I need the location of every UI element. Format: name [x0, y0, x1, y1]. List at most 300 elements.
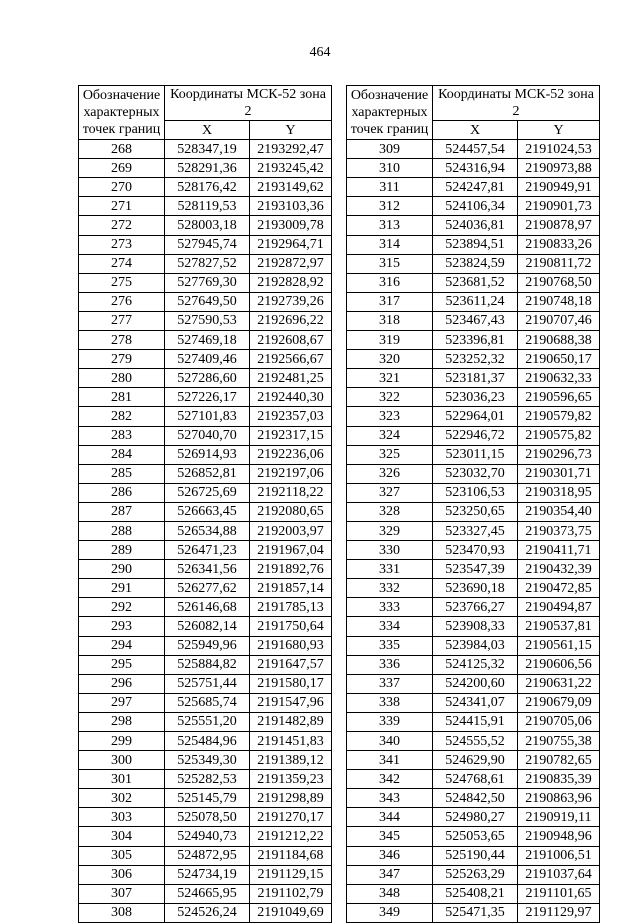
point-id-cell: 319	[347, 331, 433, 350]
table-row	[347, 751, 600, 770]
y-coordinate-cell: 2191184,68	[250, 846, 332, 865]
table-row	[347, 865, 600, 884]
point-id-cell: 272	[79, 216, 165, 235]
x-coordinate-cell: 524316,94	[433, 159, 518, 178]
table-row	[347, 521, 600, 540]
x-coordinate-cell: 525078,50	[165, 808, 250, 827]
table-row	[347, 388, 600, 407]
x-coordinate-cell: 525053,65	[433, 827, 518, 846]
table-row	[79, 884, 332, 903]
point-id-cell: 344	[347, 808, 433, 827]
x-coordinate-cell: 525349,30	[165, 751, 250, 770]
point-id-cell: 304	[79, 827, 165, 846]
point-id-cell: 323	[347, 407, 433, 426]
y-coordinate-cell: 2190878,97	[518, 216, 600, 235]
table-row	[347, 464, 600, 483]
table-row	[347, 216, 600, 235]
x-coordinate-cell: 525949,96	[165, 636, 250, 655]
point-id-cell: 332	[347, 579, 433, 598]
y-coordinate-cell: 2191037,64	[518, 865, 600, 884]
y-coordinate-cell: 2190579,82	[518, 407, 600, 426]
table-row	[79, 617, 332, 636]
y-coordinate-cell: 2192872,97	[250, 254, 332, 273]
point-id-cell: 339	[347, 712, 433, 731]
x-coordinate-cell: 525751,44	[165, 674, 250, 693]
x-coordinate-cell: 524629,90	[433, 751, 518, 770]
point-id-cell: 276	[79, 292, 165, 311]
point-id-cell: 337	[347, 674, 433, 693]
y-coordinate-cell: 2193245,42	[250, 159, 332, 178]
table-row	[347, 445, 600, 464]
table-row	[79, 674, 332, 693]
y-coordinate-cell: 2190768,50	[518, 273, 600, 292]
table-row	[347, 808, 600, 827]
x-coordinate-cell: 523547,39	[433, 560, 518, 579]
table-row	[79, 598, 332, 617]
table-row	[79, 636, 332, 655]
x-coordinate-cell: 524106,34	[433, 197, 518, 216]
y-coordinate-cell: 2190755,38	[518, 732, 600, 751]
y-coordinate-cell: 2191049,69	[250, 903, 332, 922]
point-id-cell: 270	[79, 178, 165, 197]
designation-header: Обозначение характерных точек границ	[79, 86, 165, 140]
point-id-cell: 275	[79, 273, 165, 292]
x-coordinate-cell: 524980,27	[433, 808, 518, 827]
y-coordinate-cell: 2192440,30	[250, 388, 332, 407]
point-id-cell: 320	[347, 350, 433, 369]
table-row	[79, 789, 332, 808]
y-coordinate-cell: 2192197,06	[250, 464, 332, 483]
table-row	[347, 712, 600, 731]
x-coordinate-cell: 524036,81	[433, 216, 518, 235]
y-coordinate-cell: 2190688,38	[518, 331, 600, 350]
point-id-cell: 285	[79, 464, 165, 483]
table-row	[79, 827, 332, 846]
y-coordinate-cell: 2191212,22	[250, 827, 332, 846]
x-coordinate-cell: 523327,45	[433, 521, 518, 540]
y-coordinate-cell: 2191101,65	[518, 884, 600, 903]
point-id-cell: 321	[347, 369, 433, 388]
x-coordinate-cell: 528119,53	[165, 197, 250, 216]
y-coordinate-cell: 2191580,17	[250, 674, 332, 693]
point-id-cell: 334	[347, 617, 433, 636]
table-row	[79, 521, 332, 540]
point-id-cell: 318	[347, 311, 433, 330]
x-coordinate-cell: 526663,45	[165, 502, 250, 521]
table-row	[79, 903, 332, 922]
point-id-cell: 281	[79, 388, 165, 407]
point-id-cell: 296	[79, 674, 165, 693]
point-id-cell: 342	[347, 770, 433, 789]
table-row	[347, 636, 600, 655]
x-coordinate-cell: 523611,24	[433, 292, 518, 311]
table-row	[79, 445, 332, 464]
x-coordinate-cell: 524768,61	[433, 770, 518, 789]
x-coordinate-cell: 523690,18	[433, 579, 518, 598]
y-coordinate-cell: 2190748,18	[518, 292, 600, 311]
x-coordinate-cell: 524457,54	[433, 140, 518, 159]
table-row	[347, 273, 600, 292]
x-coordinate-cell: 527769,30	[165, 273, 250, 292]
x-coordinate-cell: 527649,50	[165, 292, 250, 311]
x-coordinate-cell: 527469,18	[165, 331, 250, 350]
point-id-cell: 268	[79, 140, 165, 159]
table-row	[79, 197, 332, 216]
x-coordinate-cell: 525685,74	[165, 693, 250, 712]
y-coordinate-cell: 2192566,67	[250, 350, 332, 369]
point-id-cell: 325	[347, 445, 433, 464]
table-row	[79, 770, 332, 789]
point-id-cell: 271	[79, 197, 165, 216]
point-id-cell: 329	[347, 521, 433, 540]
x-coordinate-cell: 523396,81	[433, 331, 518, 350]
table-row	[347, 560, 600, 579]
point-id-cell: 326	[347, 464, 433, 483]
x-coordinate-cell: 524555,52	[433, 732, 518, 751]
point-id-cell: 315	[347, 254, 433, 273]
y-coordinate-cell: 2190949,91	[518, 178, 600, 197]
x-coordinate-cell: 527945,74	[165, 235, 250, 254]
table-row	[79, 178, 332, 197]
point-id-cell: 346	[347, 846, 433, 865]
designation-header: Обозначение характерных точек границ	[347, 86, 433, 140]
table-row	[347, 579, 600, 598]
point-id-cell: 286	[79, 483, 165, 502]
y-coordinate-cell: 2190432,39	[518, 560, 600, 579]
table-row	[79, 331, 332, 350]
x-coordinate-cell: 526725,69	[165, 483, 250, 502]
x-coordinate-cell: 525408,21	[433, 884, 518, 903]
y-coordinate-cell: 2192964,71	[250, 235, 332, 254]
table-row	[347, 235, 600, 254]
coordinates-header: Координаты МСК-52 зона 2	[433, 86, 600, 121]
point-id-cell: 293	[79, 617, 165, 636]
table-row	[79, 464, 332, 483]
coordinates-table-right	[346, 85, 600, 923]
point-id-cell: 287	[79, 502, 165, 521]
x-coordinate-cell: 523106,53	[433, 483, 518, 502]
table-row	[79, 502, 332, 521]
y-coordinate-cell: 2190632,33	[518, 369, 600, 388]
point-id-cell: 289	[79, 541, 165, 560]
y-coordinate-cell: 2192080,65	[250, 502, 332, 521]
point-id-cell: 298	[79, 712, 165, 731]
table-row	[79, 311, 332, 330]
table-row	[79, 273, 332, 292]
x-coordinate-cell: 524125,32	[433, 655, 518, 674]
y-coordinate-cell: 2190494,87	[518, 598, 600, 617]
point-id-cell: 348	[347, 884, 433, 903]
point-id-cell: 341	[347, 751, 433, 770]
point-id-cell: 282	[79, 407, 165, 426]
point-id-cell: 335	[347, 636, 433, 655]
x-coordinate-cell: 526146,68	[165, 598, 250, 617]
x-coordinate-cell: 524415,91	[433, 712, 518, 731]
y-coordinate-cell: 2191857,14	[250, 579, 332, 598]
y-coordinate-cell: 2190296,73	[518, 445, 600, 464]
x-coordinate-cell: 522946,72	[433, 426, 518, 445]
y-coordinate-cell: 2190561,15	[518, 636, 600, 655]
point-id-cell: 295	[79, 655, 165, 674]
table-row	[347, 159, 600, 178]
x-coordinate-cell: 523908,33	[433, 617, 518, 636]
x-column-header: X	[433, 121, 518, 140]
table-row	[347, 197, 600, 216]
table-row	[79, 712, 332, 731]
x-coordinate-cell: 523681,52	[433, 273, 518, 292]
y-coordinate-cell: 2191024,53	[518, 140, 600, 159]
y-coordinate-cell: 2191389,12	[250, 751, 332, 770]
x-coordinate-cell: 523894,51	[433, 235, 518, 254]
table-row	[347, 846, 600, 865]
point-id-cell: 297	[79, 693, 165, 712]
table-row	[347, 617, 600, 636]
y-coordinate-cell: 2192608,67	[250, 331, 332, 350]
point-id-cell: 277	[79, 311, 165, 330]
point-id-cell: 279	[79, 350, 165, 369]
x-coordinate-cell: 525282,53	[165, 770, 250, 789]
y-coordinate-cell: 2190782,65	[518, 751, 600, 770]
y-coordinate-cell: 2193009,78	[250, 216, 332, 235]
y-coordinate-cell: 2192003,97	[250, 521, 332, 540]
x-coordinate-cell: 523467,43	[433, 311, 518, 330]
point-id-cell: 294	[79, 636, 165, 655]
table-row	[347, 407, 600, 426]
table-row	[79, 235, 332, 254]
table-row	[79, 388, 332, 407]
table-row	[347, 483, 600, 502]
point-id-cell: 284	[79, 445, 165, 464]
table-row	[347, 541, 600, 560]
y-coordinate-cell: 2193292,47	[250, 140, 332, 159]
coordinates-table-left	[78, 85, 332, 923]
table-row	[347, 292, 600, 311]
point-id-cell: 300	[79, 751, 165, 770]
x-coordinate-cell: 527101,83	[165, 407, 250, 426]
y-column-header: Y	[250, 121, 332, 140]
point-id-cell: 340	[347, 732, 433, 751]
point-id-cell: 345	[347, 827, 433, 846]
y-coordinate-cell: 2192236,06	[250, 445, 332, 464]
y-coordinate-cell: 2191680,93	[250, 636, 332, 655]
point-id-cell: 291	[79, 579, 165, 598]
coordinates-header: Координаты МСК-52 зона 2	[165, 86, 332, 121]
y-coordinate-cell: 2191750,64	[250, 617, 332, 636]
x-coordinate-cell: 524200,60	[433, 674, 518, 693]
table-row	[347, 789, 600, 808]
y-coordinate-cell: 2191785,13	[250, 598, 332, 617]
table-row	[79, 350, 332, 369]
table-row	[79, 254, 332, 273]
table-row	[347, 693, 600, 712]
y-coordinate-cell: 2190835,39	[518, 770, 600, 789]
y-coordinate-cell: 2190411,71	[518, 541, 600, 560]
y-coordinate-cell: 2193103,36	[250, 197, 332, 216]
y-coordinate-cell: 2190705,06	[518, 712, 600, 731]
point-id-cell: 330	[347, 541, 433, 560]
point-id-cell: 317	[347, 292, 433, 311]
y-coordinate-cell: 2192317,15	[250, 426, 332, 445]
x-coordinate-cell: 525484,96	[165, 732, 250, 751]
point-id-cell: 347	[347, 865, 433, 884]
x-coordinate-cell: 527409,46	[165, 350, 250, 369]
x-column-header: X	[165, 121, 250, 140]
point-id-cell: 303	[79, 808, 165, 827]
x-coordinate-cell: 525190,44	[433, 846, 518, 865]
x-coordinate-cell: 523011,15	[433, 445, 518, 464]
point-id-cell: 299	[79, 732, 165, 751]
x-coordinate-cell: 524526,24	[165, 903, 250, 922]
table-row	[79, 292, 332, 311]
x-coordinate-cell: 524734,19	[165, 865, 250, 884]
x-coordinate-cell: 528347,19	[165, 140, 250, 159]
table-row	[79, 751, 332, 770]
table-row	[347, 369, 600, 388]
x-coordinate-cell: 523032,70	[433, 464, 518, 483]
point-id-cell: 328	[347, 502, 433, 521]
x-coordinate-cell: 524872,95	[165, 846, 250, 865]
x-coordinate-cell: 526082,14	[165, 617, 250, 636]
y-coordinate-cell: 2191547,96	[250, 693, 332, 712]
point-id-cell: 307	[79, 884, 165, 903]
table-row	[79, 140, 332, 159]
y-coordinate-cell: 2192696,22	[250, 311, 332, 330]
table-row	[79, 846, 332, 865]
point-id-cell: 338	[347, 693, 433, 712]
x-coordinate-cell: 522964,01	[433, 407, 518, 426]
x-coordinate-cell: 528003,18	[165, 216, 250, 235]
y-coordinate-cell: 2191359,23	[250, 770, 332, 789]
table-row	[347, 770, 600, 789]
point-id-cell: 301	[79, 770, 165, 789]
table-row	[347, 178, 600, 197]
y-coordinate-cell: 2190919,11	[518, 808, 600, 827]
y-coordinate-cell: 2190973,88	[518, 159, 600, 178]
y-coordinate-cell: 2190537,81	[518, 617, 600, 636]
y-coordinate-cell: 2191451,83	[250, 732, 332, 751]
point-id-cell: 322	[347, 388, 433, 407]
x-coordinate-cell: 527040,70	[165, 426, 250, 445]
y-coordinate-cell: 2190301,71	[518, 464, 600, 483]
x-coordinate-cell: 523036,23	[433, 388, 518, 407]
y-coordinate-cell: 2191129,15	[250, 865, 332, 884]
table-row	[79, 541, 332, 560]
y-coordinate-cell: 2190631,22	[518, 674, 600, 693]
x-coordinate-cell: 524665,95	[165, 884, 250, 903]
x-coordinate-cell: 528176,42	[165, 178, 250, 197]
table-row	[79, 159, 332, 178]
x-coordinate-cell: 525263,29	[433, 865, 518, 884]
point-id-cell: 283	[79, 426, 165, 445]
x-coordinate-cell: 523181,37	[433, 369, 518, 388]
table-row	[347, 502, 600, 521]
table-row	[347, 827, 600, 846]
x-coordinate-cell: 526341,56	[165, 560, 250, 579]
x-coordinate-cell: 527827,52	[165, 254, 250, 273]
table-row	[79, 369, 332, 388]
x-coordinate-cell: 523766,27	[433, 598, 518, 617]
table-row	[347, 140, 600, 159]
x-coordinate-cell: 523250,65	[433, 502, 518, 521]
table-row	[79, 407, 332, 426]
point-id-cell: 312	[347, 197, 433, 216]
y-coordinate-cell: 2190707,46	[518, 311, 600, 330]
table-row	[347, 598, 600, 617]
table-row	[79, 579, 332, 598]
table-row	[347, 254, 600, 273]
y-coordinate-cell: 2191967,04	[250, 541, 332, 560]
x-coordinate-cell: 523824,59	[433, 254, 518, 273]
y-coordinate-cell: 2193149,62	[250, 178, 332, 197]
point-id-cell: 308	[79, 903, 165, 922]
y-coordinate-cell: 2190650,17	[518, 350, 600, 369]
table-row	[347, 350, 600, 369]
point-id-cell: 274	[79, 254, 165, 273]
y-coordinate-cell: 2191102,79	[250, 884, 332, 903]
point-id-cell: 288	[79, 521, 165, 540]
y-coordinate-cell: 2192118,22	[250, 483, 332, 502]
x-coordinate-cell: 523252,32	[433, 350, 518, 369]
y-coordinate-cell: 2190833,26	[518, 235, 600, 254]
y-coordinate-cell: 2190811,72	[518, 254, 600, 273]
table-row	[79, 483, 332, 502]
table-row	[347, 732, 600, 751]
y-coordinate-cell: 2191129,97	[518, 903, 600, 922]
point-id-cell: 269	[79, 159, 165, 178]
y-coordinate-cell: 2192828,92	[250, 273, 332, 292]
table-row	[347, 884, 600, 903]
y-coordinate-cell: 2190606,56	[518, 655, 600, 674]
point-id-cell: 309	[347, 140, 433, 159]
point-id-cell: 327	[347, 483, 433, 502]
point-id-cell: 305	[79, 846, 165, 865]
x-coordinate-cell: 526852,81	[165, 464, 250, 483]
y-coordinate-cell: 2190948,96	[518, 827, 600, 846]
y-coordinate-cell: 2192739,26	[250, 292, 332, 311]
table-row	[347, 311, 600, 330]
table-row	[347, 655, 600, 674]
x-coordinate-cell: 523470,93	[433, 541, 518, 560]
point-id-cell: 349	[347, 903, 433, 922]
x-coordinate-cell: 525471,35	[433, 903, 518, 922]
point-id-cell: 311	[347, 178, 433, 197]
y-coordinate-cell: 2192481,25	[250, 369, 332, 388]
table-row	[79, 693, 332, 712]
table-row	[79, 426, 332, 445]
table-row	[347, 331, 600, 350]
point-id-cell: 310	[347, 159, 433, 178]
point-id-cell: 290	[79, 560, 165, 579]
x-coordinate-cell: 527286,60	[165, 369, 250, 388]
x-coordinate-cell: 524341,07	[433, 693, 518, 712]
table-row	[347, 674, 600, 693]
point-id-cell: 314	[347, 235, 433, 254]
x-coordinate-cell: 527226,17	[165, 388, 250, 407]
point-id-cell: 273	[79, 235, 165, 254]
y-coordinate-cell: 2190318,95	[518, 483, 600, 502]
x-coordinate-cell: 524940,73	[165, 827, 250, 846]
table-row	[347, 426, 600, 445]
point-id-cell: 313	[347, 216, 433, 235]
y-column-header: Y	[518, 121, 600, 140]
x-coordinate-cell: 527590,53	[165, 311, 250, 330]
x-coordinate-cell: 524247,81	[433, 178, 518, 197]
point-id-cell: 316	[347, 273, 433, 292]
table-row	[79, 732, 332, 751]
y-coordinate-cell: 2192357,03	[250, 407, 332, 426]
x-coordinate-cell: 526914,93	[165, 445, 250, 464]
point-id-cell: 302	[79, 789, 165, 808]
